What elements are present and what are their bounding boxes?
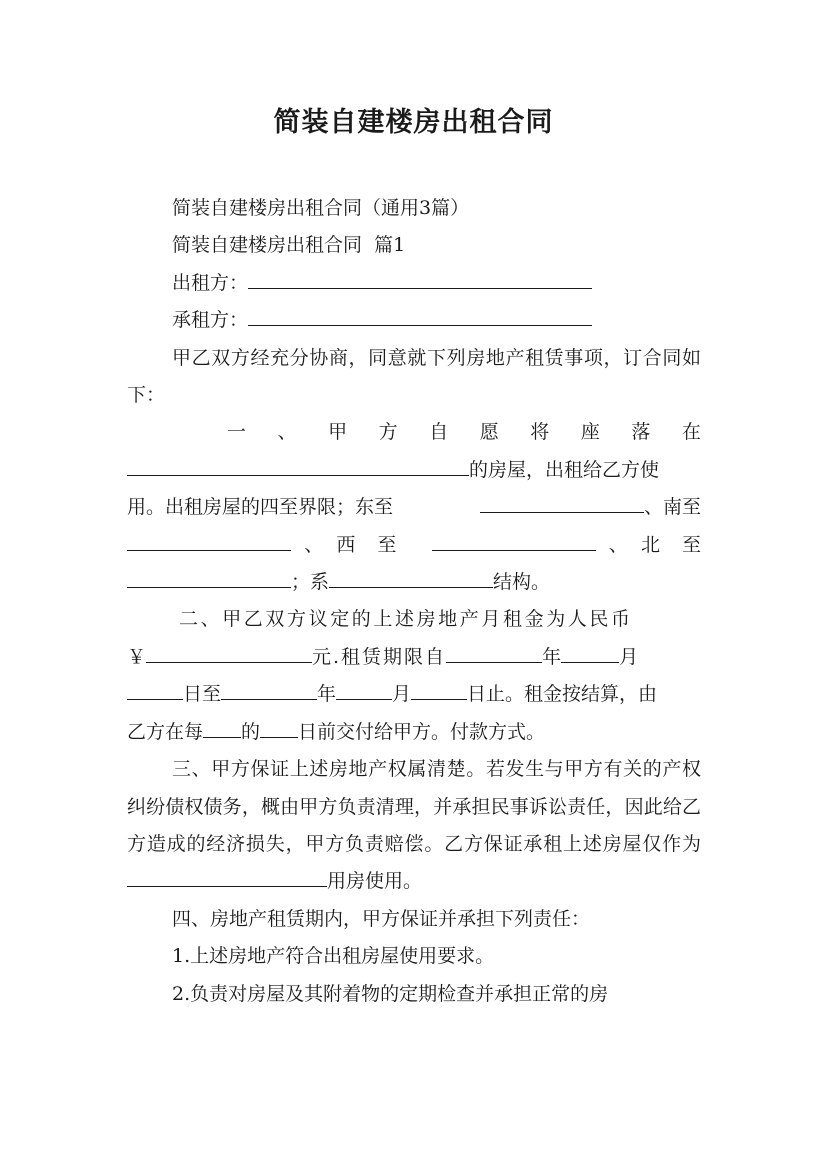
clause-1-char: 将 [530,421,550,444]
lessee-label: 承租方： [172,309,249,332]
clause-1-text: 结构。 [493,571,551,594]
east-blank [480,495,644,513]
clause-1-char: 甲 [328,421,348,444]
clause-2-text: 年 [542,645,562,668]
north-blank [127,570,291,588]
lessor-line [127,265,701,302]
subtitle: 简装自建楼房出租合同（通用3篇） [172,197,470,219]
clause-1-line-4 [127,527,723,564]
clause-1-line-3 [127,489,701,526]
clause-1-text: 西至 [336,533,419,556]
clause-2-text: 元.租赁期限自 [312,645,447,668]
clause-2-text: 日至 [183,683,222,706]
piece-heading: 简装自建楼房出租合同 篇1 [172,234,406,257]
clause-2-text: 日前交付给甲方。付款方式。 [298,720,546,743]
clause-2-text: 月 [619,645,639,668]
lessee-line [127,302,701,339]
clause-2-text: 日止。租金按结算，由 [467,683,658,706]
clause-3-text: 用房使用。 [327,870,423,893]
clause-1-text: ；系 [291,571,330,594]
end-day-blank [411,682,467,700]
clause-1-char: 一 [227,421,247,444]
clause-2-text: 二、甲乙双方议定的上述房地产月租金为人民币 [179,608,633,631]
clause-4-item-2: 2.负责对房屋及其附着物的定期检查并承担正常的房 [172,982,609,1005]
clause-2-text: 月 [392,683,412,706]
currency-symbol: ￥ [127,645,147,668]
usage-blank [127,869,327,887]
clause-1-text: 、 [608,533,628,556]
clause-1-line-2 [127,452,701,489]
clause-2-text: 年 [317,683,337,706]
clause-2-line-3 [127,676,701,713]
intro-paragraph: 甲乙双方经充分协商，同意就下列房地产租赁事项，订合同如下： [127,346,701,407]
lessor-blank [248,271,592,289]
clause-3 [127,751,701,901]
payment-day-blank [260,720,298,738]
clause-1-char: 愿 [479,421,499,444]
west-blank [432,533,596,551]
start-day-blank [127,682,183,700]
clause-1 [127,414,723,601]
clause-1-text: 北至 [640,533,723,556]
clause-1-char: 落 [631,421,651,444]
payment-period-blank [203,720,241,738]
clause-3-text: 三、甲方保证上述房地产权属清楚。若发生与甲方有关的产权纠纷债权债务，概由甲方负责清理，并承担民事诉讼责任，因此给乙方造成的经济损失，甲方负责赔偿。乙方保证承租上述房屋仅作为 [127,758,701,855]
clause-1-char: 、 [277,421,297,444]
start-month-blank [561,645,619,663]
clause-2-text: 乙方在每 [127,720,204,743]
clause-2-line-2 [127,639,701,676]
clause-2-line-4 [127,714,701,751]
south-blank [127,533,291,551]
clause-2-text: 的 [241,720,261,743]
clause-4: 四、房地产租赁期内，甲方保证并承担下列责任： [172,907,591,930]
lessee-blank [248,308,592,326]
clause-1-char: 座 [580,421,600,444]
clause-1-line-1 [127,414,701,451]
clause-1-text: 、南至 [643,496,701,519]
clause-1-char: 自 [429,421,449,444]
clause-4-item-1: 1.上述房地产符合出租房屋使用要求。 [172,945,495,968]
document-title: 简装自建楼房出租合同 [273,107,554,138]
document-body [127,190,723,1013]
end-year-blank [221,682,317,700]
clause-1-line-5 [127,564,701,601]
structure-blank [329,570,493,588]
lessor-label: 出租方： [172,271,249,294]
start-year-blank [446,645,542,663]
clause-1-char: 方 [378,421,398,444]
clause-2 [127,601,701,751]
clause-1-text: 用。出租房屋的四至界限；东至 [127,496,394,519]
location-blank [127,458,469,476]
clause-2-line-1 [127,601,701,638]
clause-1-text: 的房屋，出租给乙方使 [469,458,660,481]
clause-1-char: 在 [681,421,701,444]
end-month-blank [336,682,392,700]
clause-1-text: 、 [304,533,324,556]
rent-blank [146,645,312,663]
